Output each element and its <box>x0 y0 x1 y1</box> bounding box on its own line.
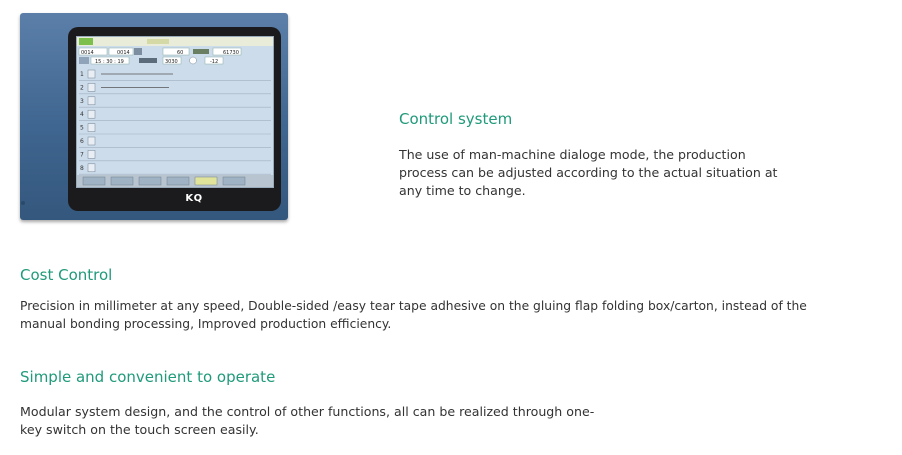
screen-row-button <box>88 124 95 132</box>
screen-row-number: 5 <box>80 124 84 132</box>
screen-field-f: -12 <box>210 59 219 65</box>
housing-bolt <box>21 201 25 205</box>
control-system-title: Control system <box>399 110 513 128</box>
screen-row-button <box>88 110 95 118</box>
screen-field-b: 0014 <box>117 50 130 56</box>
control-system-line: any time to change. <box>399 183 526 198</box>
simple-operate-title: Simple and convenient to operate <box>20 368 276 386</box>
control-system-line: The use of man-machine dialoge mode, the production <box>399 147 746 162</box>
screen-field-d: 61730 <box>223 50 239 56</box>
screen-row-number: 6 <box>80 138 84 145</box>
screen-row-number: 2 <box>80 84 84 92</box>
control-system-line: process can be adjusted according to the actual situation at <box>399 165 778 180</box>
screen-field-c: 60 <box>177 50 184 56</box>
cost-control-line: Precision in millimeter at any speed, Double-sided /easy tear tape adhesive on the gluing flap folding box/carton, instead of the <box>20 299 807 313</box>
cost-control-line: manual bonding processing, Improved production efficiency. <box>20 317 392 331</box>
simple-operate-line: key switch on the touch screen easily. <box>20 422 259 437</box>
screen-row-number: 3 <box>80 97 84 105</box>
screen-row-number: 7 <box>80 151 84 159</box>
screen-row-button <box>88 150 95 158</box>
screen-row-button <box>88 164 95 172</box>
screen-field-a: 0014 <box>81 50 94 56</box>
screen-row-number: 1 <box>80 71 84 78</box>
screen-time: 15 : 30 : 19 <box>95 59 124 65</box>
screen-field-e: 3030 <box>165 59 178 65</box>
screen-row-number: 8 <box>80 164 84 172</box>
touch-screen <box>76 36 274 188</box>
screen-row-button <box>88 83 95 91</box>
screen-row-number: 4 <box>80 111 84 119</box>
kq-logo: KQ <box>185 193 203 204</box>
screen-row-button <box>88 97 95 105</box>
control-system-text <box>399 146 777 200</box>
screen-row-button <box>88 70 95 78</box>
simple-operate-line: Modular system design, and the control of other functions, all can be realized through one- <box>20 404 595 419</box>
simple-operate-text <box>20 403 594 439</box>
cost-control-title: Cost Control <box>20 266 113 284</box>
screen-row-button <box>88 137 95 145</box>
cost-control-text <box>20 297 807 333</box>
control-panel-image <box>20 13 288 220</box>
